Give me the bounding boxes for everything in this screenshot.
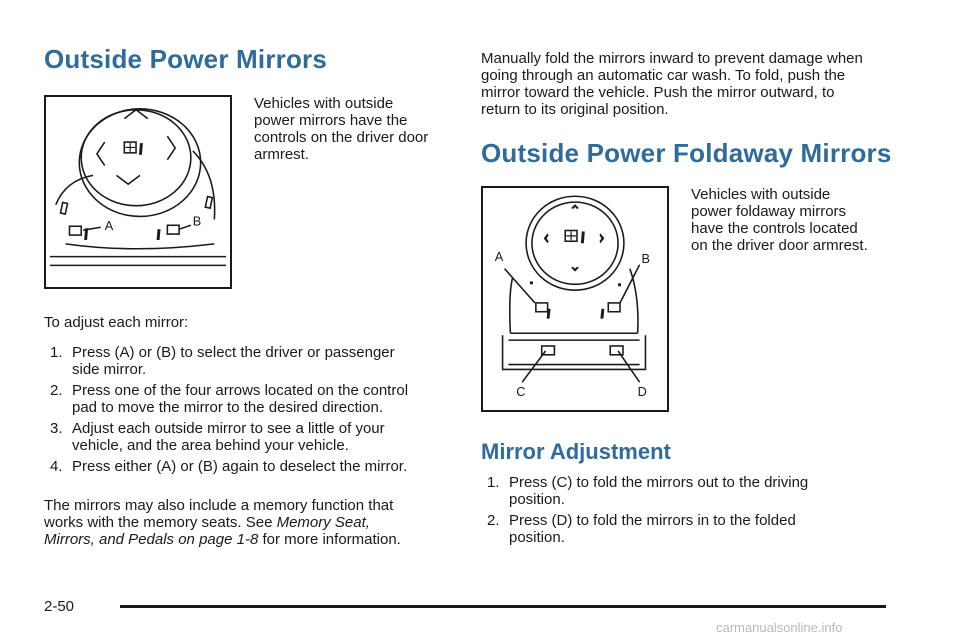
figure-label-c: C [516, 383, 526, 399]
list-item [44, 344, 464, 378]
list-item [44, 382, 464, 416]
list-item [481, 474, 901, 508]
text-line: Vehicles with outside [254, 95, 394, 112]
text-line: pad to move the mirror to the desired direction. [72, 399, 383, 416]
left-intro-text [254, 95, 428, 163]
figure-label-b: B [641, 250, 651, 266]
figure-label-d: D [637, 383, 647, 399]
text-line: Manually fold the mirrors inward to prevent damage when [481, 50, 863, 67]
step-number: 1. [487, 474, 500, 491]
text-span: for more information. [258, 531, 401, 548]
text-line [44, 531, 464, 548]
text-line: Press one of the four arrows located on the control [72, 382, 409, 399]
figure-label-a: A [494, 248, 504, 264]
text-line: Adjust each outside mirror to see a little of your [72, 420, 385, 437]
text-line: return to its original position. [481, 101, 669, 118]
step-number: 2. [487, 512, 500, 529]
footer-divider [120, 605, 886, 608]
right-intro-text [691, 186, 868, 254]
text-line: position. [509, 529, 565, 546]
figure-label-b: B [192, 213, 202, 229]
text-line: going through an automatic car wash. To fold, push the [481, 67, 846, 84]
text-line: Vehicles with outside [691, 186, 831, 203]
step-number: 3. [50, 420, 63, 437]
text-line: position. [509, 491, 565, 508]
step-number: 2. [50, 382, 63, 399]
adjust-lead-text: To adjust each mirror: [44, 314, 189, 331]
text-line: mirror toward the vehicle. Push the mirror outward, to [481, 84, 835, 101]
text-line: Press either (A) or (B) again to deselect the mirror. [72, 458, 408, 475]
list-item [481, 512, 901, 546]
cross-reference-link[interactable]: Mirrors, and Pedals on page 1-8 [44, 531, 259, 548]
text-line: controls on the driver door [254, 129, 429, 146]
figure-label-a: A [104, 218, 114, 234]
text-line: power mirrors have the [254, 112, 408, 129]
mirror-control-figure [44, 95, 232, 289]
cross-reference-link[interactable]: Memory Seat, [276, 514, 370, 531]
step-number: 1. [50, 344, 63, 361]
section-title-foldaway-mirrors: Outside Power Foldaway Mirrors [481, 138, 892, 168]
text-line: side mirror. [72, 361, 147, 378]
memory-paragraph [44, 497, 464, 548]
mirror-control-illustration [46, 97, 230, 287]
text-line: have the controls located [691, 220, 858, 237]
fold-paragraph [481, 50, 921, 118]
page-number: 2-50 [44, 598, 75, 615]
text-line: armrest. [254, 146, 310, 163]
text-line [44, 514, 464, 531]
list-item [44, 420, 464, 454]
foldaway-steps-list [481, 474, 901, 550]
text-span: works with the memory seats. See [44, 514, 277, 531]
foldaway-control-illustration [483, 188, 667, 410]
text-line: Press (A) or (B) to select the driver or passenger [72, 344, 395, 361]
adjust-steps-list [44, 344, 464, 479]
step-number: 4. [50, 458, 63, 475]
watermark: carmanualsonline.info [716, 620, 843, 635]
text-line: The mirrors may also include a memory function that [44, 497, 394, 514]
text-line: Press (D) to fold the mirrors in to the folded [509, 512, 796, 529]
text-line: power foldaway mirrors [691, 203, 847, 220]
foldaway-control-figure [481, 186, 669, 412]
list-item [44, 458, 464, 475]
subsection-title-mirror-adjustment: Mirror Adjustment [481, 439, 671, 464]
text-line: vehicle, and the area behind your vehicle. [72, 437, 349, 454]
text-line: on the driver door armrest. [691, 237, 868, 254]
text-line: Press (C) to fold the mirrors out to the driving [509, 474, 809, 491]
section-title-outside-power-mirrors: Outside Power Mirrors [44, 44, 328, 74]
